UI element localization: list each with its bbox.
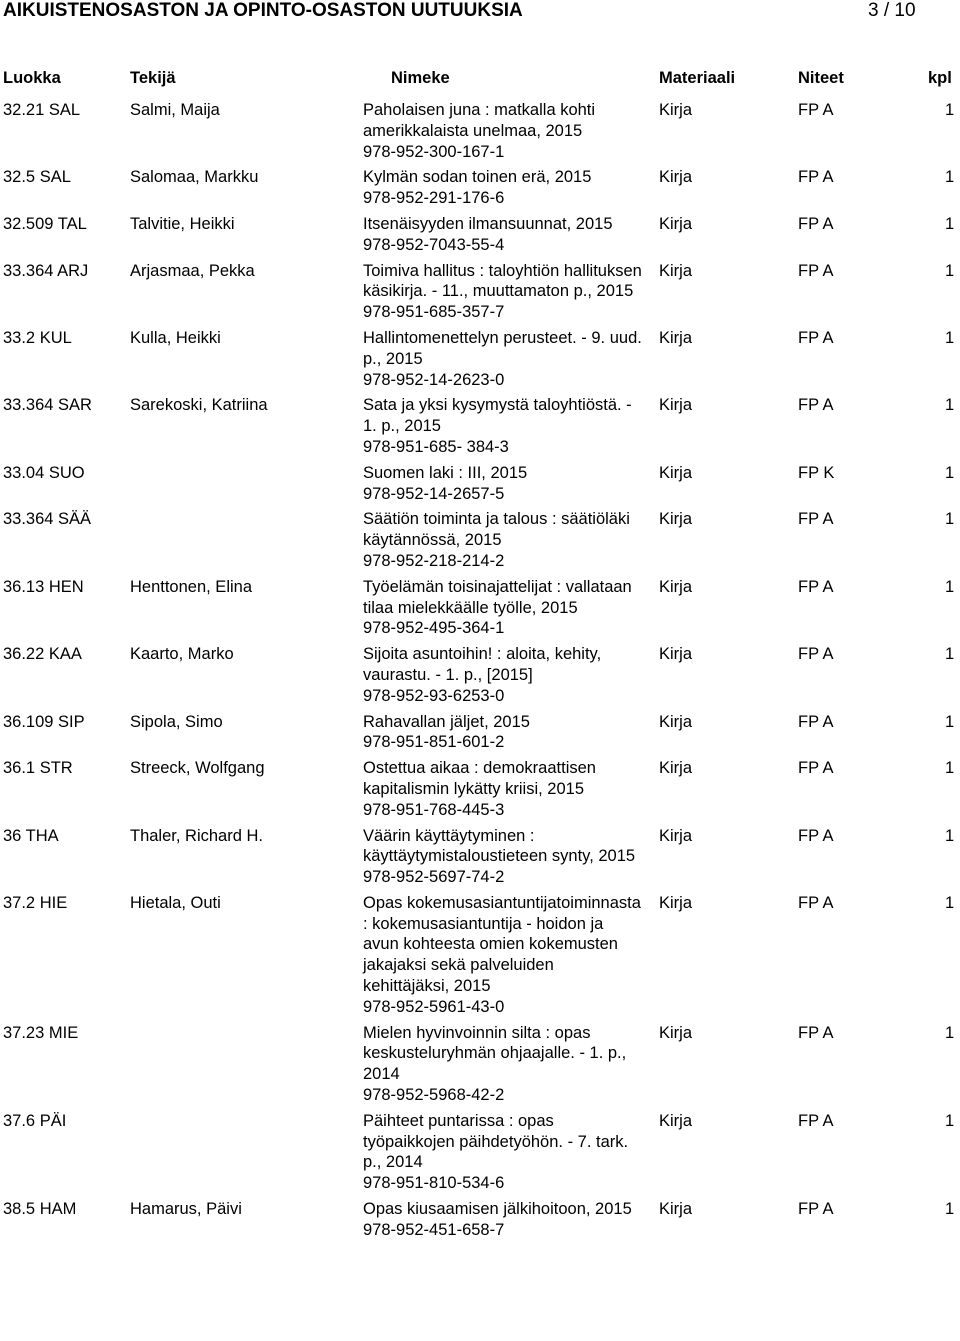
isbn: 978-951-685-357-7 (363, 303, 505, 322)
isbn: 978-952-291-176-6 (363, 189, 505, 208)
material-type: Kirja (659, 1023, 693, 1042)
class-code: 37.23 MIE (3, 1023, 79, 1042)
book-title: Paholaisen juna : matkalla kohti amerikkalaista unelmaa, 2015 (363, 101, 596, 140)
catalog-row (0, 758, 960, 820)
isbn: 978-952-5968-42-2 (363, 1086, 505, 1105)
class-code: 33.364 SÄÄ (3, 510, 92, 529)
title-cell (363, 509, 643, 571)
material-type: Kirja (659, 214, 693, 233)
book-title: Sijoita asuntoihin! : aloita, kehity, vaurastu. - 1. p., [2015] (363, 645, 602, 684)
isbn: 978-951-768-445-3 (363, 800, 505, 819)
quantity: 1 (945, 168, 955, 187)
isbn: 978-952-495-364-1 (363, 619, 505, 638)
catalog-row (0, 100, 960, 162)
column-header-niteet: Niteet (798, 69, 844, 87)
author: Thaler, Richard H. (130, 826, 263, 845)
author: Streeck, Wolfgang (130, 759, 265, 778)
material-type: Kirja (659, 577, 693, 596)
column-header-tekija: Tekijä (130, 69, 176, 87)
title-cell (363, 261, 643, 323)
title-cell (363, 167, 643, 209)
material-type: Kirja (659, 510, 693, 529)
title-cell (363, 644, 643, 706)
book-title: Itsenäisyyden ilmansuunnat, 2015 (363, 214, 613, 233)
copies-location: FP A (798, 1111, 834, 1130)
isbn: 978-952-14-2657-5 (363, 484, 505, 503)
copies-location: FP A (798, 101, 834, 119)
class-code: 33.364 SAR (3, 396, 92, 415)
author: Kaarto, Marko (130, 645, 234, 664)
catalog-row (0, 826, 960, 888)
column-header-materiaali: Materiaali (659, 69, 736, 87)
copies-location: FP A (798, 510, 834, 529)
copies-location: FP A (798, 577, 834, 596)
class-code: 33.04 SUO (3, 463, 85, 482)
class-code: 36.1 STR (3, 759, 73, 778)
book-title: Kylmän sodan toinen erä, 2015 (363, 168, 592, 187)
title-cell (363, 826, 643, 888)
copies-location: FP A (798, 328, 834, 347)
author: Sipola, Simo (130, 712, 223, 731)
class-code: 36.13 HEN (3, 577, 84, 596)
class-code: 36.109 SIP (3, 712, 85, 731)
quantity: 1 (945, 1023, 955, 1042)
author: Hamarus, Päivi (130, 1200, 242, 1219)
title-cell (363, 577, 643, 639)
copies-location: FP A (798, 759, 834, 778)
quantity: 1 (945, 577, 955, 596)
book-title: Toimiva hallitus : taloyhtiön hallituksen käsikirja. - 11., muuttamaton p., 2015 (363, 261, 642, 301)
quantity: 1 (945, 396, 955, 415)
catalog-row (0, 214, 960, 256)
catalog-row (0, 261, 960, 323)
page-title: AIKUISTENOSASTON JA OPINTO-OSASTON UUTUUKSIA (3, 0, 523, 21)
quantity: 1 (945, 328, 955, 347)
title-cell (363, 758, 643, 820)
material-type: Kirja (659, 168, 693, 187)
isbn: 978-952-300-167-1 (363, 142, 505, 161)
copies-location: FP A (798, 168, 834, 187)
quantity: 1 (945, 759, 955, 778)
author: Hietala, Outi (130, 893, 221, 912)
isbn: 978-951-685- 384-3 (363, 437, 509, 456)
author: Henttonen, Elina (130, 577, 253, 596)
title-cell (363, 1199, 643, 1241)
copies-location: FP K (798, 463, 835, 482)
material-type: Kirja (659, 328, 693, 347)
copies-location: FP A (798, 1200, 834, 1219)
class-code: 36.22 KAA (3, 645, 82, 664)
quantity: 1 (945, 101, 955, 119)
copies-location: FP A (798, 396, 834, 415)
copies-location: FP A (798, 826, 834, 845)
material-type: Kirja (659, 759, 693, 778)
catalog-row (0, 509, 960, 571)
isbn: 978-952-7043-55-4 (363, 235, 505, 254)
catalog-row (0, 1023, 960, 1106)
quantity: 1 (945, 463, 955, 482)
author: Arjasmaa, Pekka (130, 261, 255, 280)
catalog-row (0, 712, 960, 754)
isbn: 978-952-218-214-2 (363, 551, 505, 570)
author: Salomaa, Markku (130, 168, 259, 187)
title-cell (363, 1023, 643, 1106)
material-type: Kirja (659, 1200, 693, 1219)
author: Talvitie, Heikki (130, 214, 235, 233)
class-code: 32.5 SAL (3, 168, 71, 187)
material-type: Kirja (659, 396, 693, 415)
class-code: 37.6 PÄI (3, 1111, 67, 1130)
column-header-kpl: kpl (928, 69, 952, 87)
title-cell (363, 328, 643, 390)
book-title: Hallintomenettelyn perusteet. - 9. uud. p., 2015 (363, 328, 642, 368)
catalog-row (0, 463, 960, 505)
class-code: 38.5 HAM (3, 1200, 77, 1219)
book-title: Väärin käyttäytyminen : käyttäytymistaloustieteen synty, 2015 (363, 826, 636, 866)
class-code: 32.21 SAL (3, 101, 81, 119)
title-cell (363, 395, 643, 457)
title-cell (363, 1111, 643, 1194)
page-number: 3 / 10 (868, 0, 916, 21)
class-code: 33.2 KUL (3, 328, 72, 347)
material-type: Kirja (659, 645, 693, 664)
quantity: 1 (945, 712, 955, 731)
catalog-list (0, 100, 960, 1246)
isbn: 978-951-810-534-6 (363, 1174, 505, 1193)
title-cell (363, 893, 643, 1018)
catalog-row (0, 1111, 960, 1194)
material-type: Kirja (659, 101, 693, 119)
catalog-row (0, 328, 960, 390)
author: Salmi, Maija (130, 101, 220, 119)
copies-location: FP A (798, 712, 834, 731)
column-header-luokka: Luokka (3, 69, 61, 87)
quantity: 1 (945, 214, 955, 233)
copies-location: FP A (798, 893, 834, 912)
copies-location: FP A (798, 645, 834, 664)
quantity: 1 (945, 261, 955, 280)
quantity: 1 (945, 826, 955, 845)
column-header-nimeke: Nimeke (391, 69, 450, 87)
copies-location: FP A (798, 1023, 834, 1042)
book-title: Rahavallan jäljet, 2015 (363, 712, 530, 731)
book-title: Sata ja yksi kysymystä taloyhtiöstä. - 1. p., 2015 (363, 396, 632, 436)
quantity: 1 (945, 893, 955, 912)
copies-location: FP A (798, 214, 834, 233)
material-type: Kirja (659, 893, 693, 912)
material-type: Kirja (659, 826, 693, 845)
isbn: 978-952-14-2623-0 (363, 370, 505, 389)
author: Kulla, Heikki (130, 328, 221, 347)
catalog-row (0, 395, 960, 457)
material-type: Kirja (659, 463, 693, 482)
author: Sarekoski, Katriina (130, 396, 268, 415)
isbn: 978-951-851-601-2 (363, 733, 505, 752)
title-cell (363, 100, 643, 162)
isbn: 978-952-451-658-7 (363, 1220, 505, 1239)
class-code: 36 THA (3, 826, 59, 845)
book-title: Mielen hyvinvoinnin silta : opas keskusteluryhmän ohjaajalle. - 1. p., 2014 (363, 1023, 627, 1084)
book-title: Päihteet puntarissa : opas työpaikkojen päihdetyöhön. - 7. tark. p., 2014 (363, 1111, 629, 1172)
catalog-row (0, 1199, 960, 1241)
catalog-row (0, 644, 960, 706)
quantity: 1 (945, 510, 955, 529)
book-title: Ostettua aikaa : demokraattisen kapitalismin lykätty kriisi, 2015 (363, 759, 596, 798)
book-title: Säätiön toiminta ja talous : säätiöläki käytännössä, 2015 (363, 510, 630, 550)
copies-location: FP A (798, 261, 834, 280)
book-title: Opas kiusaamisen jälkihoitoon, 2015 (363, 1200, 632, 1219)
book-title: Opas kokemusasiantuntijatoiminnasta : kokemusasiantuntija - hoidon ja avun kohteesta omien kokemusten jakajaksi sekä palveluiden kehittäjäksi, 2015 (363, 893, 641, 996)
catalog-row (0, 577, 960, 639)
material-type: Kirja (659, 261, 693, 280)
quantity: 1 (945, 1111, 955, 1130)
catalog-row (0, 893, 960, 1018)
book-title: Suomen laki : III, 2015 (363, 463, 528, 482)
class-code: 32.509 TAL (3, 214, 87, 233)
isbn: 978-952-5961-43-0 (363, 997, 505, 1016)
catalog-row (0, 167, 960, 209)
isbn: 978-952-5697-74-2 (363, 868, 505, 887)
title-cell (363, 463, 643, 505)
book-title: Työelämän toisinajattelijat : vallataan tilaa mielekkäälle työlle, 2015 (363, 577, 632, 617)
quantity: 1 (945, 1200, 955, 1219)
class-code: 37.2 HIE (3, 893, 68, 912)
isbn: 978-952-93-6253-0 (363, 686, 505, 705)
quantity: 1 (945, 645, 955, 664)
material-type: Kirja (659, 712, 693, 731)
title-cell (363, 712, 643, 754)
class-code: 33.364 ARJ (3, 261, 89, 280)
material-type: Kirja (659, 1111, 693, 1130)
title-cell (363, 214, 643, 256)
